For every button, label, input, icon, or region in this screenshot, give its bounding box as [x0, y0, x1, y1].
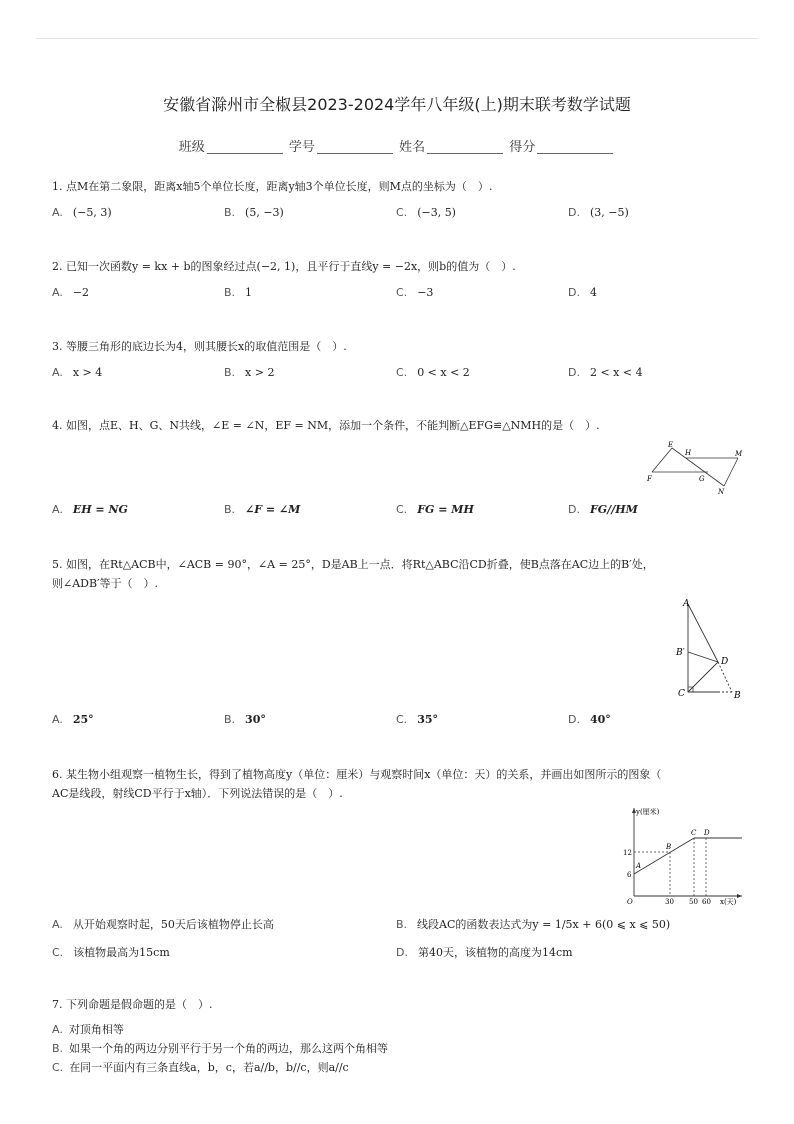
class-field[interactable]: [207, 139, 283, 154]
student-id-field[interactable]: [317, 139, 393, 154]
question-4-stem: 4. 如图，点E、H、G、N共线，∠E = ∠N，EF = NM，添加一个条件，不能判断△EFG≌△NMH的是（ ）.: [52, 419, 600, 432]
question-6-option-a[interactable]: A. 从开始观察时起，50天后该植物停止长高: [52, 918, 274, 931]
question-1-option-a[interactable]: A. (−5, 3): [52, 206, 112, 219]
question-5-option-b[interactable]: B. 30°: [224, 713, 266, 726]
question-3-stem: 3. 等腰三角形的底边长为4，则其腰长x的取值范围是（ ）.: [52, 340, 347, 353]
question-2-option-c[interactable]: C. −3: [396, 286, 434, 299]
x-tick-60: 60: [702, 898, 711, 906]
segment-mn: [724, 458, 738, 486]
label-b-prime: B′: [676, 648, 685, 658]
question-5-stem-line1: 5. 如图，在Rt△ACB中，∠ACB = 90°，∠A = 25°，D是AB上一点．将Rt△ABC沿CD折叠，使B点落在AC边上的B′处，: [52, 558, 654, 571]
question-6-option-c[interactable]: C. 该植物最高为15cm: [52, 946, 170, 959]
label-f: F: [647, 475, 652, 483]
question-1-option-c[interactable]: C. (−3, 5): [396, 206, 456, 219]
question-2-option-a[interactable]: A. −2: [52, 286, 90, 299]
question-5-option-d[interactable]: D. 40°: [568, 713, 611, 726]
question-6-stem-line2: AC是线段，射线CD平行于x轴）．下列说法错误的是（ ）.: [52, 787, 343, 800]
segment-en: [672, 448, 724, 486]
question-3-option-a[interactable]: A. x > 4: [52, 366, 103, 379]
score-field[interactable]: [537, 139, 613, 154]
page-title: 安徽省滁州市全椒县2023-2024学年八年级(上)期末联考数学试题: [163, 95, 631, 114]
point-a-label: A: [636, 862, 642, 870]
question-4-option-a[interactable]: A. EH = NG: [52, 503, 128, 516]
question-1-option-b[interactable]: B. (5, −3): [224, 206, 284, 219]
question-5-option-a[interactable]: A. 25°: [52, 713, 94, 726]
question-5-figure: [668, 596, 748, 704]
y-axis-label: y(厘米): [636, 808, 660, 816]
segment-cd: [688, 662, 718, 692]
segment-ac: [634, 838, 694, 874]
question-2-option-b[interactable]: B. 1: [224, 286, 253, 299]
name-label: 姓名: [399, 140, 426, 155]
question-5-option-c[interactable]: C. 35°: [396, 713, 438, 726]
label-m: M: [735, 450, 743, 458]
label-c: C: [678, 689, 685, 699]
x-axis-label: x(天): [720, 898, 737, 906]
label-e: E: [668, 441, 674, 449]
class-label: 班级: [178, 140, 205, 155]
question-4-option-b[interactable]: B. ∠F = ∠M: [224, 503, 301, 516]
question-7-option-c[interactable]: C. 在同一平面内有三条直线a，b，c，若a//b，b//c，则a//c: [52, 1061, 349, 1074]
question-3-option-d[interactable]: D. 2 < x < 4: [568, 366, 643, 379]
label-n: N: [718, 488, 725, 496]
label-a: A: [683, 599, 690, 609]
y-tick-6: 6: [627, 871, 632, 879]
label-d: D: [721, 657, 729, 667]
student-info-line: [0, 136, 794, 155]
question-7-option-b[interactable]: B. 如果一个角的两边分别平行于另一个角的两边，那么这两个角相等: [52, 1042, 389, 1055]
question-3-option-b[interactable]: B. x > 2: [224, 366, 275, 379]
question-4-figure: [640, 440, 750, 496]
question-5-stem-line2: 则∠ADB′等于（ ）.: [52, 577, 159, 590]
question-2-stem: 2. 已知一次函数y = kx + b的图象经过点(−2, 1)，且平行于直线y = −2x，则b的值为（ ）.: [52, 260, 516, 273]
y-tick-12: 12: [623, 849, 632, 857]
header-divider: [36, 38, 758, 39]
question-1-option-d[interactable]: D. (3, −5): [568, 206, 629, 219]
label-g: G: [699, 475, 705, 483]
label-b: B: [734, 691, 741, 701]
question-3-option-c[interactable]: C. 0 < x < 2: [396, 366, 470, 379]
point-d-label: D: [704, 829, 710, 837]
score-label: 得分: [509, 140, 536, 155]
point-b-label: B: [666, 843, 672, 851]
question-4-option-c[interactable]: C. FG = MH: [396, 503, 474, 516]
question-1-stem: 1. 点M在第二象限，距离x轴5个单位长度，距离y轴3个单位长度，则M点的坐标为（ ）.: [52, 180, 493, 193]
question-6-stem-line1: 6. 某生物小组观察一植物生长，得到了植物高度y（单位：厘米）与观察时间x（单位：天）的关系，并画出如图所示的图象（: [52, 768, 662, 781]
label-h: H: [685, 449, 692, 457]
x-tick-30: 30: [665, 898, 674, 906]
name-field[interactable]: [427, 139, 503, 154]
origin-label: O: [627, 898, 633, 906]
segment-ef: [652, 448, 672, 472]
question-2-option-d[interactable]: D. 4: [568, 286, 597, 299]
question-7-stem: 7. 下列命题是假命题的是（ ）.: [52, 998, 213, 1011]
x-tick-50: 50: [689, 898, 698, 906]
question-6-graph: [618, 802, 746, 910]
student-id-label: 学号: [288, 140, 315, 155]
point-c-label: C: [691, 829, 697, 837]
x-axis-arrow: [737, 894, 742, 898]
question-6-option-d[interactable]: D. 第40天，该植物的高度为14cm: [396, 946, 573, 959]
question-4-option-d[interactable]: D. FG//HM: [568, 503, 638, 516]
question-6-option-b[interactable]: B. 线段AC的函数表达式为y = 1/5x + 6(0 ⩽ x ⩽ 50): [396, 918, 671, 931]
question-7-option-a[interactable]: A. 对顶角相等: [52, 1023, 124, 1036]
